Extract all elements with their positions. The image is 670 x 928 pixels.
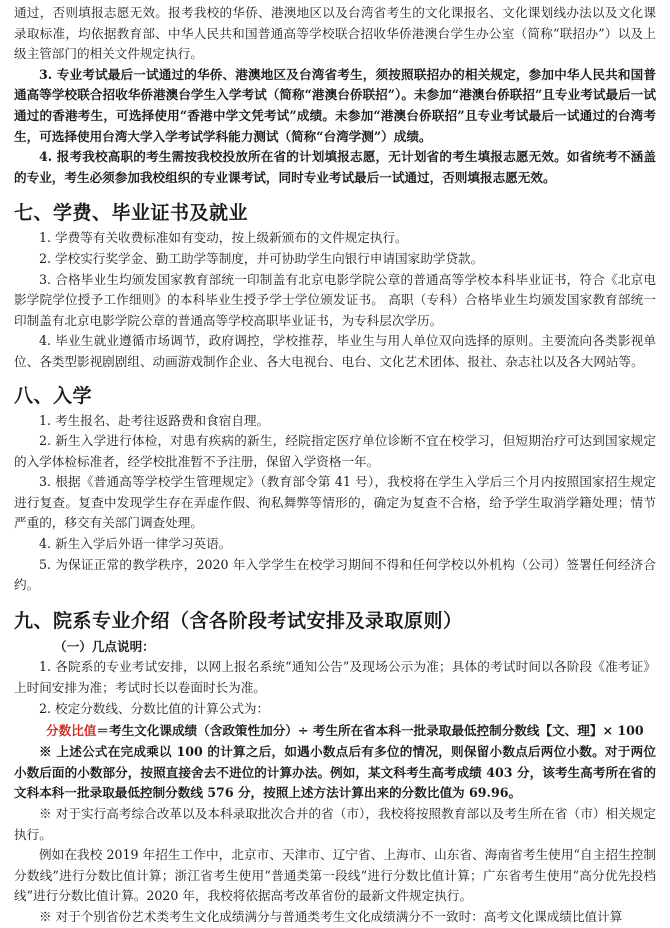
- sec6-paragraph-continued: 通过，否则填报志愿无效。报考我校的华侨、港澳地区以及台湾省考生的文化课报名、文化课划线办法以及文化课录取标准，均依据教育部、中华人民共和国普通高等学校联合招收华侨港澳台学生办公室（简称“联招办”）以及上级主管部门的相关文件规定执行。: [14, 5, 656, 62]
- section-7-heading: 七、学费、毕业证书及就业: [14, 202, 249, 225]
- sec6-item-3-text-b: ）。未参加“港澳台侨联招”且专业考试最后一试通过的香港考生，可选择使用: [14, 87, 656, 123]
- sec8-item-3: 3. 根据《普通高等学校学生管理规定》（教育部令第 41 号），我校将在学生入学后三个月内按照国家招生规定进行复查。复查中发现学生存在弄虚作假、徇私舞弊等情形的，确定为复查不合格，给予学生取消学籍处理；情节严重的，移交有关部门调查处理。: [14, 474, 656, 531]
- formula-body: ＝考生文化课成绩（含政策性加分）÷ 考生所在省本科一批录取最低控制分数线【文、理】× 100: [96, 723, 644, 739]
- sec7-item-3: 3. 合格毕业生均颁发国家教育部统一印制盖有北京电影学院公章的普通高等学校本科毕业证书，符合《北京电影学院学位授予工作细则》的本科毕业生授予学士学位颁发证书。 高职（专科）合格毕业生均颁发国家教育部统一印制盖有北京电影学院公章的普通高等学校高职毕业证书，为专科层次学历。: [14, 271, 656, 328]
- sec9-note-2: ※ 对于实行高考综合改革以及本科录取批次合并的省（市），我校将按照教育部以及考生所在省（市）相关规定执行。: [14, 806, 656, 842]
- sec8-item-4: 4. 新生入学后外语一律学习英语。: [39, 536, 232, 552]
- sec6-item-3-emph-c: “台湾学测”: [316, 128, 382, 144]
- sec6-item-3-text-d: ）成绩。: [381, 128, 432, 144]
- sec6-item-3-emph-a: “港澳台侨联招”: [304, 87, 395, 103]
- score-ratio-formula: [14, 720, 656, 742]
- sec6-item-3-text-c: 成绩。未参加“港澳台侨联招”且专业考试最后一试通过的台湾考生，可选择使用台湾大学入学考试学科能力测试（简称: [14, 107, 656, 144]
- sec7-item-2: 2. 学校实行奖学金、勤工助学等制度，并可协助学生向银行申请国家助学贷款。: [39, 250, 484, 266]
- sec9-item-2: 2. 校定分数线、分数比值的计算公式为：: [39, 700, 270, 716]
- sec8-item-2: 2. 新生入学进行体检，对患有疾病的新生，经院指定医疗单位诊断不宜在校学习，但短期治疗可达到国家规定的入学体检标准者，经学校批准暂不予注册，保留入学资格一年。: [14, 433, 656, 469]
- sec7-item-4: 4. 毕业生就业遵循市场调节，政府调控，学校推荐，毕业生与用人单位双向选择的原则。主要流向各类影视单位、各类型影视剧剧组、动画游戏制作企业、各大电视台、电台、文化艺术团体、报社、杂志社以及各大网站等。: [14, 333, 656, 369]
- sec6-item-3-text-a: 3. 专业考试最后一试通过的华侨、港澳地区及台湾省考生，须按照联招办的相关规定，参加中华人民共和国普通高等学校联合招收华侨港澳台学生入学考试（简称: [14, 66, 656, 103]
- sec9-subheading: （一）几点说明：: [54, 638, 155, 654]
- sec9-note-1: ※ 上述公式在完成乘以 100 的计算之后，如遇小数点后有多位的情况，则保留小数点后两位小数。对于两位小数后面的小数部分，按照直接舍去不进位的计算办法。例如，某文科考生高考成绩 403 分，该考生高考所在省的文科本科一批录取最低控制分数线 576 分，按照上述方法计算出来的分数比值为 69.96。: [14, 744, 656, 801]
- section-9-heading: 九、院系专业介绍（含各阶段考试安排及录取原则）: [14, 609, 463, 632]
- sec6-item-3: [14, 65, 656, 147]
- sec9-example: 例如在我校 2019 年招生工作中，北京市、天津市、辽宁省、上海市、山东省、海南省考生使用“自主招生控制分数线”进行分数比值计算；浙江省考生使用“普通类第一段线”进行分数比值计算；广东省考生使用“高分优先投档线”进行分数比值计算。2020 年，我校将依据高考改革省份的最新文件规定执行。: [14, 847, 656, 904]
- sec6-item-3-emph-b: “香港中学文凭考试”: [179, 107, 297, 123]
- sec8-item-5: 5. 为保证正常的教学秩序，2020 年入学学生在校学习期间不得和任何学校以外机构（公司）签署任何经济合约。: [14, 556, 656, 593]
- sec6-item-4: 4. 报考我校高职的考生需按我校投放所在省的计划填报志愿，无计划省的考生填报志愿无效。如省统考不涵盖的专业，考生必须参加我校组织的专业课考试，同时专业考试最后一试通过，否则填报志愿无效。: [14, 149, 656, 185]
- formula-label: 分数比值: [46, 723, 97, 739]
- section-8-heading: 八、入学: [14, 384, 93, 407]
- sec7-item-1: 1. 学费等有关收费标准如有变动，按上级新颁布的文件规定执行。: [39, 230, 408, 246]
- sec9-note-3: ※ 对于个别省份艺术类考生文化成绩满分与普通类考生文化成绩满分不一致时：高考文化课成绩比值计算: [39, 908, 623, 924]
- sec8-item-1: 1. 考生报名、赴考往返路费和食宿自理。: [39, 412, 270, 428]
- sec9-item-1: 1. 各院系的专业考试安排，以网上报名系统“通知公告”及现场公示为准；具体的考试时间以各阶段《准考证》上时间安排为准；考试时长以卷面时长为准。: [14, 659, 656, 696]
